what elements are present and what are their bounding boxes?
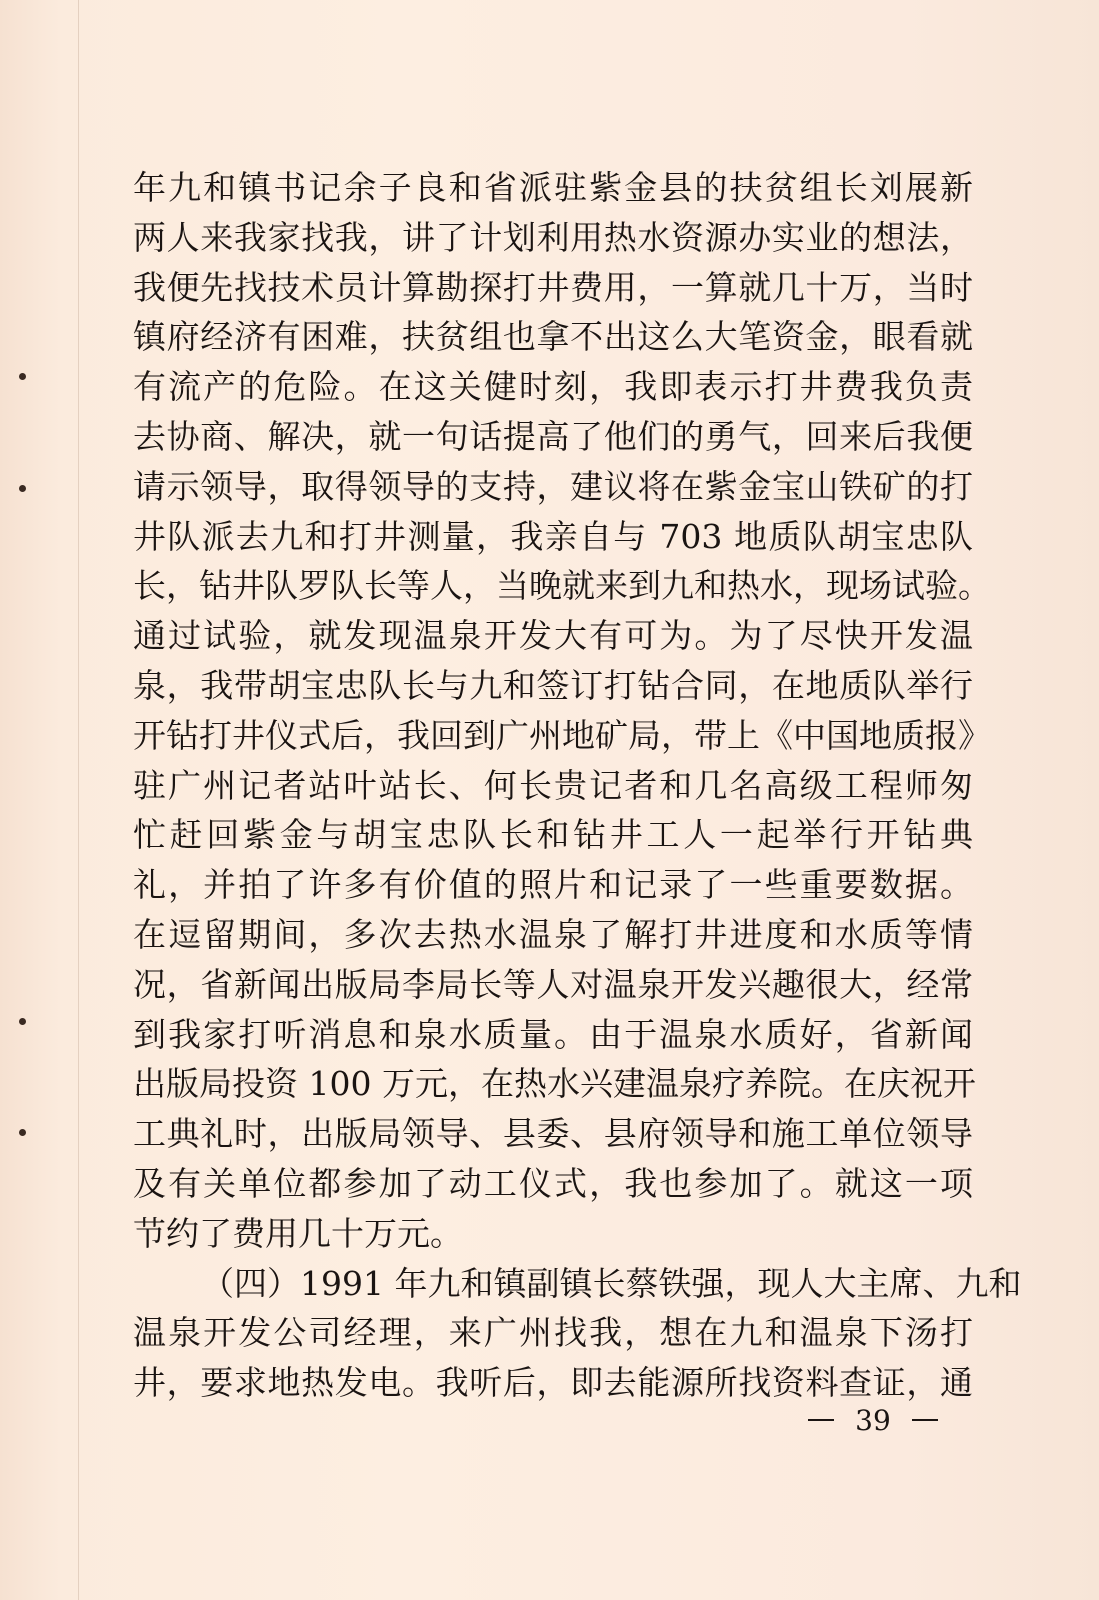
binding-hole-3 <box>19 1018 26 1025</box>
text-line-2: 两人来我家找我，讲了计划利用热水资源办实业的想法， <box>133 217 973 257</box>
text-line-7: 请示领导，取得领导的支持，建议将在紫金宝山铁矿的打 <box>133 466 973 506</box>
text-line-5: 有流产的危险。在这关健时刻，我即表示打井费我负责 <box>133 367 973 407</box>
body-text <box>133 163 1022 1408</box>
text-line-15: 礼，并拍了许多有价值的照片和记录了一些重要数据。 <box>133 865 973 905</box>
binding-hole-4 <box>19 1129 26 1136</box>
text-line-10: 通过试验，就发现温泉开发大有可为。为了尽快开发温 <box>133 616 973 656</box>
text-line-24: 温泉开发公司经理，来广州找我，想在九和温泉下汤打 <box>133 1313 973 1353</box>
text-line-1: 年九和镇书记余子良和省派驻紫金县的扶贫组长刘展新 <box>133 168 973 207</box>
text-line-13: 驻广州记者站叶站长、何长贵记者和几名高级工程师匆 <box>133 765 973 805</box>
text-line-4: 镇府经济有困难，扶贫组也拿不出这么大笔资金，眼看就 <box>133 317 973 357</box>
page-fold-line <box>78 0 79 1600</box>
text-line-6: 去协商、解决，就一句话提高了他们的勇气，回来后我便 <box>133 416 973 456</box>
text-line-19: 出版局投资 100 万元，在热水兴建温泉疗养院。在庆祝开 <box>133 1064 976 1104</box>
text-line-3: 我便先找技术员计算勘探打井费用，一算就几十万，当时 <box>133 267 973 307</box>
text-line-21: 及有关单位都参加了动工仪式，我也参加了。就这一项 <box>133 1163 973 1203</box>
binding-hole-2 <box>19 485 26 492</box>
text-line-11: 泉，我带胡宝忠队长与九和签订打钻合同，在地质队举行 <box>133 665 973 705</box>
binding-hole-1 <box>19 373 26 380</box>
page-number-dash-left <box>808 1419 834 1421</box>
text-line-20: 工典礼时，出版局领导、县委、县府领导和施工单位领导 <box>133 1114 973 1154</box>
text-line-9: 长，钻井队罗队长等人，当晚就来到九和热水，现场试验。 <box>133 566 991 606</box>
page-number-dash-right <box>912 1419 938 1421</box>
page-number-footer <box>808 1400 938 1440</box>
text-line-12: 开钻打井仪式后，我回到广州地矿局，带上《中国地质报》 <box>133 715 991 755</box>
text-line-25: 井，要求地热发电。我听后，即去能源所找资料查证，通 <box>133 1363 973 1403</box>
text-line-18: 到我家打听消息和泉水质量。由于温泉水质好，省新闻 <box>133 1014 973 1054</box>
text-line-14: 忙赶回紫金与胡宝忠队长和钻井工人一起举行开钻典 <box>133 815 973 855</box>
text-line-17: 况，省新闻出版局李局长等人对温泉开发兴趣很大，经常 <box>133 964 973 1004</box>
text-line-22: 节约了费用几十万元。 <box>133 1213 463 1253</box>
text-line-16: 在逗留期间，多次去热水温泉了解打井进度和水质等情 <box>133 914 973 954</box>
page-number: 39 <box>855 1403 891 1437</box>
text-line-23: （四）1991 年九和镇副镇长蔡铁强，现人大主席、九和 <box>201 1263 1022 1303</box>
text-line-8: 井队派去九和打井测量，我亲自与 703 地质队胡宝忠队 <box>133 516 973 556</box>
